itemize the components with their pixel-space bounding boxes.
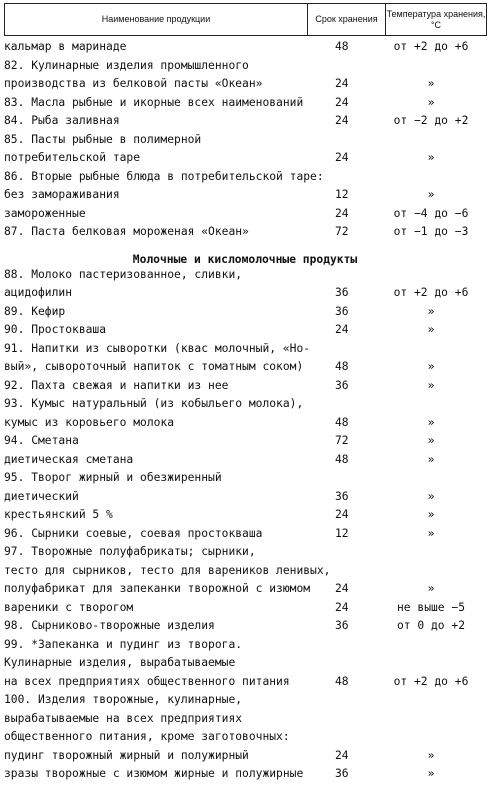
product-name: кумыс из коровьего молока xyxy=(4,415,175,429)
product-name: 95. Творог жирный и обезжиренный xyxy=(4,471,222,484)
storage-term: 36 xyxy=(335,767,349,780)
table-row xyxy=(0,414,490,433)
storage-temperature: от −4 до −6 xyxy=(393,206,469,220)
storage-term: 72 xyxy=(335,434,349,447)
product-name: диетическая сметана xyxy=(4,452,134,466)
table-row xyxy=(0,691,490,710)
storage-term: 24 xyxy=(335,95,349,109)
section-title: Молочные и кисломолочные продукты xyxy=(132,252,358,266)
product-name: 98. Сырниково-творожные изделия xyxy=(4,619,215,632)
product-name: 100. Изделия творожные, кулинарные, xyxy=(4,693,243,706)
storage-term: 36 xyxy=(335,286,349,299)
storage-temperature: » xyxy=(427,582,435,595)
storage-temperature: » xyxy=(427,188,435,201)
product-name: 93. Кумыс натуральный (из кобыльего молока), xyxy=(4,397,304,410)
storage-term: 36 xyxy=(335,489,349,503)
table-row xyxy=(0,765,490,784)
storage-temperature: » xyxy=(427,452,435,466)
storage-temperature: » xyxy=(427,77,435,90)
product-name: 99. *Запеканка и пудинг из творога. xyxy=(4,637,243,651)
table-row xyxy=(0,340,490,359)
table-row xyxy=(0,205,490,224)
table-row xyxy=(0,580,490,599)
storage-term: 24 xyxy=(335,508,349,521)
storage-term: 72 xyxy=(335,225,349,238)
table-row xyxy=(0,168,490,187)
table-row xyxy=(0,303,490,322)
product-name: 91. Напитки из сыворотки (квас молочный, «Но- xyxy=(4,341,311,355)
storage-temperature: » xyxy=(427,748,435,762)
table-row xyxy=(0,131,490,150)
table-row xyxy=(0,94,490,113)
table-row xyxy=(0,149,490,168)
storage-term: 24 xyxy=(335,748,349,762)
table-header xyxy=(4,3,487,36)
storage-term: 24 xyxy=(335,114,349,127)
storage-term: 48 xyxy=(335,40,349,53)
table-row xyxy=(0,728,490,747)
product-name: ацидофилин xyxy=(4,286,73,299)
table-body xyxy=(0,38,490,784)
table-row xyxy=(0,543,490,562)
storage-temperature: от −1 до −3 xyxy=(393,225,469,238)
storage-temperature: » xyxy=(427,508,435,521)
header-storage-temperature: Температура хранения, °С xyxy=(386,8,486,30)
storage-temperature: от 0 до +2 xyxy=(396,619,465,632)
product-name: вырабатываемые на всех предприятиях xyxy=(4,711,243,725)
product-name: 83. Масла рыбные и икорные всех наименований xyxy=(4,95,304,109)
storage-temperature: » xyxy=(427,304,435,318)
table-row xyxy=(0,451,490,470)
table-row xyxy=(0,636,490,655)
storage-term: 24 xyxy=(335,323,349,336)
product-name: потребительской таре xyxy=(4,151,141,164)
product-name: пудинг творожный жирный и полужирный xyxy=(4,748,249,762)
table-row xyxy=(0,525,490,544)
table-row xyxy=(0,506,490,525)
storage-term: 12 xyxy=(335,188,349,201)
storage-term: 24 xyxy=(335,77,349,90)
table-row xyxy=(0,617,490,636)
storage-term: 24 xyxy=(335,600,349,614)
product-name: замороженные xyxy=(4,206,86,220)
storage-temperature: » xyxy=(427,526,435,540)
storage-term: 36 xyxy=(335,304,349,318)
product-name: кальмар в маринаде xyxy=(4,40,127,53)
product-name: 88. Молоко пастеризованное, сливки, xyxy=(4,267,243,281)
table-row xyxy=(0,75,490,94)
table-row xyxy=(0,562,490,581)
storage-temperature: от +2 до +6 xyxy=(393,286,469,299)
storage-temperature: » xyxy=(427,95,435,109)
table-row xyxy=(0,395,490,414)
storage-temperature: » xyxy=(427,151,435,164)
product-name: 94. Сметана xyxy=(4,434,79,447)
product-name: на всех предприятиях общественного питания xyxy=(4,674,290,688)
product-name: 85. Пасты рыбные в полимерной xyxy=(4,132,202,146)
product-name: общественного питания, кроме заготовочных: xyxy=(4,730,290,743)
table-row xyxy=(0,377,490,396)
storage-temperature: от −2 до +2 xyxy=(393,114,469,127)
table-row xyxy=(0,673,490,692)
product-name: крестьянский 5 % xyxy=(4,508,113,521)
table-row xyxy=(0,321,490,340)
storage-temperature: » xyxy=(427,360,435,373)
table-row xyxy=(0,112,490,131)
table-row xyxy=(0,284,490,303)
header-product-name: Наименование продукции xyxy=(5,4,308,35)
product-name: полуфабрикат для запеканки творожной с изюмом xyxy=(4,582,311,595)
product-name: 84. Рыба заливная xyxy=(4,114,120,127)
storage-term: 24 xyxy=(335,151,349,164)
table-row xyxy=(0,266,490,285)
product-name: 86. Вторые рыбные блюда в потребительской таре: xyxy=(4,169,324,183)
storage-temperature: не выше −5 xyxy=(396,600,465,614)
table-row xyxy=(0,57,490,76)
table-row xyxy=(0,747,490,766)
storage-temperature: » xyxy=(427,434,435,447)
storage-term: 12 xyxy=(335,526,349,540)
storage-temperature: » xyxy=(427,323,435,336)
product-name: 82. Кулинарные изделия промышленного xyxy=(4,58,249,72)
product-name: производства из белковой пасты «Океан» xyxy=(4,77,263,90)
storage-term: 48 xyxy=(335,415,349,429)
table-row xyxy=(0,654,490,673)
product-name: вый», сывороточный напиток с томатным соком) xyxy=(4,360,304,373)
product-name: 92. Пахта свежая и напитки из нее xyxy=(4,378,229,392)
storage-term: 24 xyxy=(335,206,349,220)
product-name: зразы творожные с изюмом жирные и полужирные xyxy=(4,767,304,780)
storage-temperature: » xyxy=(427,415,435,429)
table-row xyxy=(0,488,490,507)
product-name: Кулинарные изделия, вырабатываемые xyxy=(4,656,236,669)
product-name: тесто для сырников, тесто для вареников ленивых, xyxy=(4,563,331,577)
storage-term: 36 xyxy=(335,378,349,392)
table-row xyxy=(0,710,490,729)
product-name: без замораживания xyxy=(4,188,120,201)
storage-term: 48 xyxy=(335,674,349,688)
table-row xyxy=(0,599,490,618)
product-name: диетический xyxy=(4,489,79,503)
storage-temperature: от +2 до +6 xyxy=(393,674,469,688)
table-row xyxy=(0,432,490,451)
product-name: 96. Сырники соевые, соевая простокваша xyxy=(4,526,263,540)
product-name: 89. Кефир xyxy=(4,304,66,318)
table-row xyxy=(0,38,490,57)
product-name: 90. Простокваша xyxy=(4,323,107,336)
storage-term: 48 xyxy=(335,452,349,466)
product-name: 87. Паста белковая мороженая «Океан» xyxy=(4,225,249,238)
storage-term: 24 xyxy=(335,582,349,595)
table-row xyxy=(0,186,490,205)
table-row xyxy=(0,469,490,488)
table-row xyxy=(0,358,490,377)
storage-term: 48 xyxy=(335,360,349,373)
header-storage-term: Срок хранения xyxy=(308,4,386,35)
storage-term: 36 xyxy=(335,619,349,632)
product-name: вареники с творогом xyxy=(4,600,134,614)
storage-temperature: » xyxy=(427,767,435,780)
storage-temperature: » xyxy=(427,489,435,503)
product-name: 97. Творожные полуфабрикаты; сырники, xyxy=(4,545,256,558)
storage-temperature: от +2 до +6 xyxy=(393,40,469,53)
storage-temperature: » xyxy=(427,378,435,392)
table-row xyxy=(0,223,490,242)
